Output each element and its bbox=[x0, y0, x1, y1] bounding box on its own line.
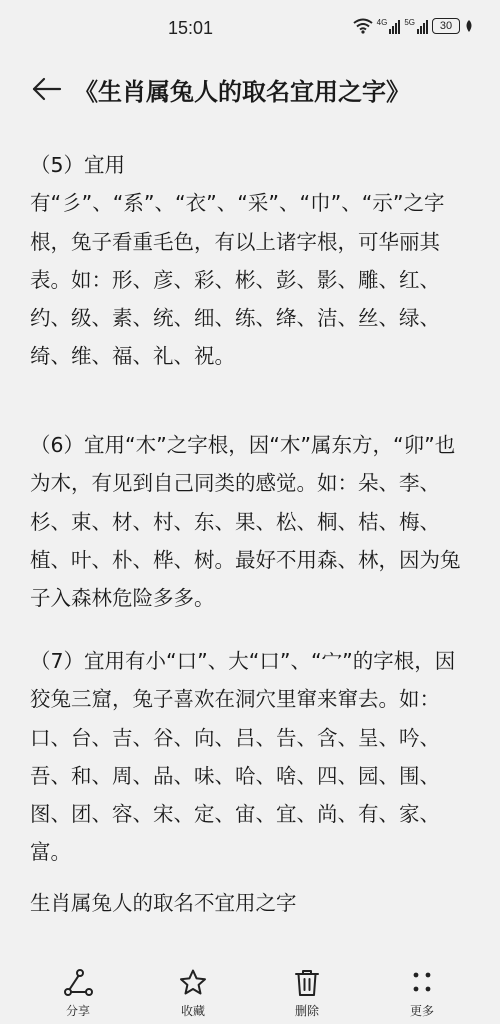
more-icon bbox=[407, 968, 437, 998]
favorite-button[interactable] bbox=[153, 968, 233, 1019]
battery-icon: 30 bbox=[432, 18, 460, 34]
leaf-icon bbox=[464, 19, 474, 33]
page-title: 《生肖属兔人的取名宜用之字》 bbox=[74, 78, 410, 106]
more-button[interactable] bbox=[382, 968, 462, 1019]
network-label-2: 5G bbox=[404, 18, 415, 27]
status-bar bbox=[0, 0, 500, 56]
star-icon bbox=[178, 968, 208, 998]
back-arrow-icon bbox=[30, 72, 64, 106]
status-time: 15:01 bbox=[168, 18, 214, 38]
more-label: 更多 bbox=[409, 1004, 434, 1018]
paragraph-5: （5）宜用有“彡”、“系”、“衣”、“采”、“巾”、“示”之字根，兔子看重毛色，有以上诸字根，可华丽其表。如：形、彦、彩、彬、彭、影、雕、红、约、级、素、统、细、练、绛、洁、丝、绿、绮、维、福、礼、祝。 bbox=[30, 153, 445, 369]
section-heading: 生肖属兔人的取名不宜用之字 bbox=[30, 891, 297, 915]
header bbox=[0, 64, 500, 116]
status-icons bbox=[353, 18, 474, 34]
share-label: 分享 bbox=[65, 1004, 90, 1018]
trash-icon bbox=[292, 968, 322, 998]
favorite-label: 收藏 bbox=[180, 1004, 205, 1018]
share-button[interactable] bbox=[38, 968, 118, 1019]
network-label-1: 4G bbox=[376, 18, 388, 27]
back-button[interactable] bbox=[30, 72, 64, 106]
paragraph-7: （7）宜用有小“口”、大“口”、“宀”的字根，因狡兔三窟，兔子喜欢在洞穴里窜来窜去。如：口、台、吉、谷、向、吕、告、含、呈、吟、吾、和、周、品、味、哈、啥、四、园、围、图、团、容、宋、定、宙、宜、尚、有、家、富。 bbox=[30, 649, 456, 865]
signal-icon-1 bbox=[377, 18, 401, 34]
signal-icon-2 bbox=[404, 18, 428, 34]
wifi-icon bbox=[353, 18, 373, 34]
bottom-toolbar bbox=[0, 962, 500, 1024]
delete-button[interactable] bbox=[267, 968, 347, 1019]
share-icon bbox=[63, 968, 93, 998]
delete-label: 删除 bbox=[294, 1004, 319, 1018]
paragraph-6: （6）宜用“木”之字根，因“木”属东方，“卯”也为木，有见到自己同类的感觉。如：朵、李、杉、束、材、村、东、果、松、桐、桔、梅、植、叶、朴、桦、树。最好不用森、林，因为兔子入森林危险多多。 bbox=[30, 433, 461, 611]
